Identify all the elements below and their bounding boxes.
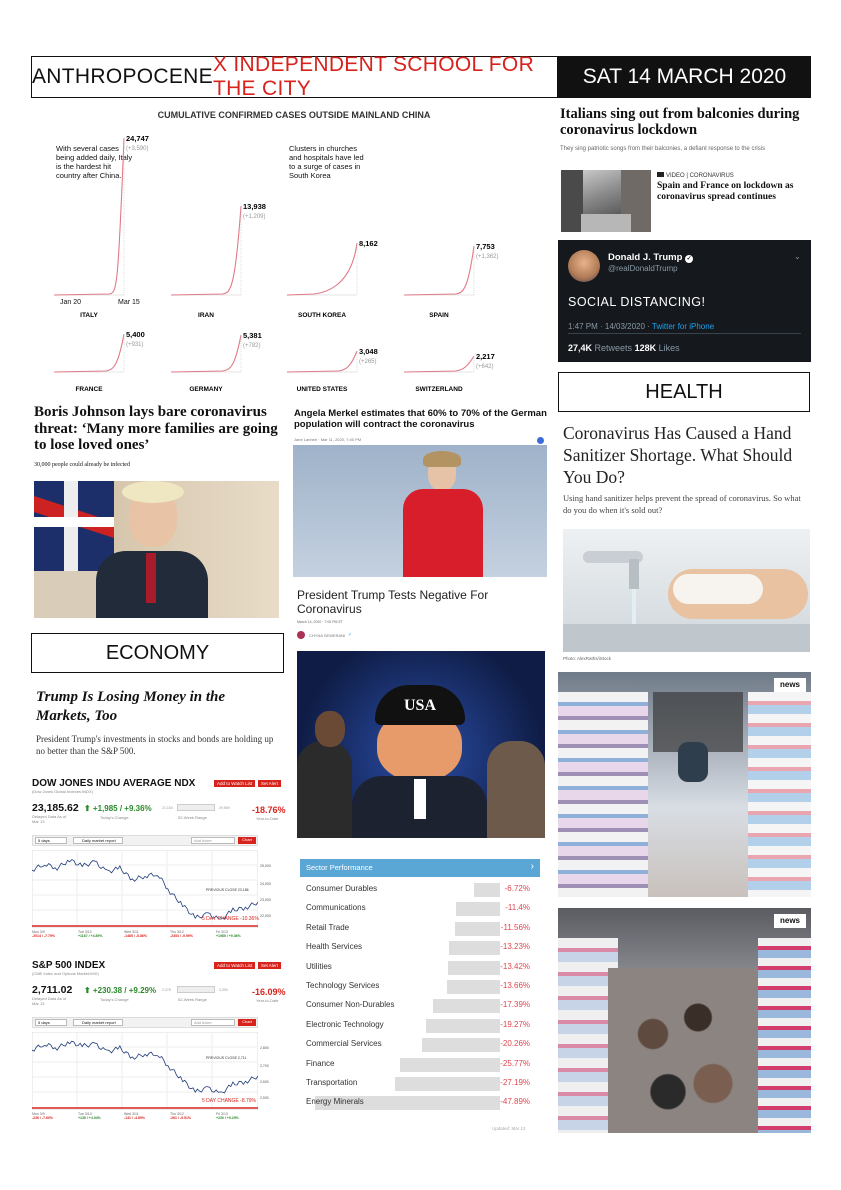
news-logo-2 — [774, 914, 806, 928]
sector-name: Retail Trade — [306, 922, 350, 932]
dow-ytick-4: 22,000 — [260, 914, 271, 918]
note-korea: Clusters in churches and hospitals have led to a surge of cases in South Korea — [289, 144, 364, 180]
trump-test-author[interactable]: CHYNA SEWERANI — [309, 633, 346, 638]
day-label: Mon 3/9 — [32, 1112, 45, 1116]
sector-row[interactable] — [300, 1093, 540, 1112]
like-count[interactable]: 128K — [634, 343, 657, 353]
dow-days — [32, 930, 258, 946]
dow-alert-button[interactable]: Set Alert — [258, 780, 281, 787]
retweet-count[interactable]: 27,4K — [568, 343, 593, 353]
mini-country-label: SPAIN — [429, 312, 449, 319]
day-change: +1985 / +9.36% — [216, 934, 241, 938]
day-change-cell — [124, 1112, 170, 1120]
markets-sub: President Trump's investments in stocks and bonds are holding up no better than the S&P 500. — [36, 734, 274, 756]
sanitizer-headline[interactable]: Coronavirus Has Caused a Hand Sanitizer Shortage. What Should You Do? — [563, 423, 793, 487]
dow-watch-button[interactable]: Add to Watch List — [214, 780, 255, 787]
sp-title: S&P 500 INDEX — [32, 960, 106, 971]
sector-row[interactable] — [300, 1035, 540, 1054]
chevron-down-icon[interactable]: ⌄ — [794, 252, 801, 261]
dow-title: DOW JONES INDU AVERAGE NDX — [32, 778, 196, 789]
sector-row[interactable] — [300, 1016, 540, 1035]
sector-row[interactable] — [300, 996, 540, 1015]
day-label: Mon 3/9 — [32, 930, 45, 934]
sector-bar — [433, 999, 500, 1013]
sector-name: Consumer Non-Durables — [306, 1000, 395, 1010]
news-logo-1 — [774, 678, 806, 692]
day-change-cell — [124, 930, 170, 938]
day-label: Tue 3/10 — [78, 1112, 92, 1116]
mini-last-value: 2,217 — [476, 352, 495, 361]
mini-series-line — [404, 246, 474, 295]
sp-range-lo: 2,478 — [162, 988, 171, 992]
mini-last-value: 5,400 — [126, 330, 145, 339]
sector-name: Finance — [306, 1058, 335, 1068]
sector-name: Commercial Services — [306, 1039, 382, 1049]
dow-five-day: 5 DAY CHANGE -10.36% — [202, 916, 259, 922]
section-health: HEALTH — [558, 372, 810, 412]
day-label: Wed 3/11 — [124, 930, 139, 934]
day-change: +230 / +9.29% — [216, 1116, 239, 1120]
dow-ytick-1: 25,000 — [260, 864, 271, 868]
dow-chart-button[interactable] — [238, 837, 256, 844]
sp-report-text: Daily market report — [82, 1020, 116, 1025]
mini-delta: (+1,209) — [243, 214, 266, 220]
sp-range-label: 52-Week Range — [178, 997, 207, 1002]
dow-ytick-2: 24,000 — [260, 882, 271, 886]
sector-row[interactable] — [300, 938, 540, 957]
sector-bar — [456, 902, 500, 916]
sp-ticker-text: Add ticker — [194, 1020, 212, 1025]
boris-headline[interactable]: Boris Johnson lays bare coronavirus threat: ‘Many more families are going to lose loved ones’ — [34, 404, 278, 453]
sector-pct: -20.26% — [500, 1039, 530, 1049]
dow-period-select[interactable] — [35, 837, 67, 844]
sector-row[interactable] — [300, 977, 540, 996]
cases-svg — [34, 108, 554, 398]
tweet-name-text: Donald J. Trump — [608, 252, 683, 263]
sp-value-note: Delayed Data As of Mar 13 — [32, 996, 67, 1006]
mini-series-line — [287, 351, 357, 372]
day-label: Fri 3/13 — [216, 1112, 228, 1116]
sector-bar — [474, 883, 500, 897]
video-icon — [657, 172, 664, 177]
sector-bar — [395, 1077, 500, 1091]
mini-last-value: 13,938 — [243, 202, 266, 211]
mini-series-line — [287, 243, 357, 295]
chevron-right-icon[interactable]: › — [530, 861, 534, 872]
day-change: -1465 / -5.86% — [124, 934, 147, 938]
sanitizer-sub: Using hand sanitizer helps prevent the spread of coronavirus. So what do you do when it's sold out? — [563, 493, 801, 515]
sector-pct: -11.56% — [500, 922, 530, 932]
tweet-time: 1:47 PM · 14/03/2020 · — [568, 322, 652, 331]
day-change-cell — [32, 1112, 78, 1120]
supermarket-photo-2[interactable] — [558, 908, 811, 1133]
tweet-text: SOCIAL DISTANCING! — [568, 295, 706, 309]
sector-row[interactable] — [300, 880, 540, 899]
markets-headline[interactable]: Trump Is Losing Money in the Markets, Too — [36, 689, 226, 724]
boris-sub: 30,000 people could already be infected — [34, 462, 130, 468]
mini-last-value: 3,048 — [359, 347, 378, 356]
sector-bar — [426, 1019, 500, 1033]
dow-report-checkbox[interactable] — [73, 837, 123, 844]
dow-range-bar — [177, 804, 215, 811]
dow-ticker-input[interactable] — [191, 837, 235, 844]
handwash-photo[interactable] — [563, 529, 810, 652]
tweet-meta — [568, 322, 714, 331]
mini-last-value: 8,162 — [359, 239, 378, 248]
sp-chart-text: Chart — [242, 1019, 252, 1024]
sector-pct: -13.23% — [500, 942, 530, 952]
merkel-photo[interactable] — [293, 445, 547, 577]
mini-series-line — [54, 138, 124, 295]
sector-name: Consumer Durables — [306, 884, 378, 893]
sector-header[interactable] — [300, 859, 540, 877]
italy-headline[interactable]: Italians sing out from balconies during coronavirus lockdown — [560, 106, 800, 138]
avatar[interactable] — [568, 250, 600, 282]
dow-range-lo: 21,154 — [162, 806, 173, 810]
sp-period-select[interactable] — [35, 1019, 67, 1026]
dow-toolbar — [32, 835, 258, 846]
day-change-cell — [170, 1112, 216, 1120]
tweet-stats — [568, 343, 680, 353]
sector-bar — [400, 1058, 500, 1072]
header-date: SAT 14 MARCH 2020 — [558, 56, 811, 98]
sector-bar — [455, 922, 500, 936]
supermarket-photo-1[interactable] — [558, 672, 811, 897]
day-change: -2353 / -9.99% — [170, 934, 193, 938]
mini-country-label: SOUTH KOREA — [297, 312, 347, 319]
sp-watch-button[interactable]: Add to Watch List — [214, 962, 255, 969]
sector-bar — [449, 941, 500, 955]
author-avatar[interactable] — [297, 631, 305, 639]
sector-row[interactable] — [300, 919, 540, 938]
sector-pct: -25.77% — [500, 1058, 530, 1068]
day-change: +135 / +4.94% — [78, 1116, 101, 1120]
retweet-label: Retweets — [592, 343, 635, 353]
mini-country-label: SWITZERLAND — [415, 386, 463, 393]
mini-last-value: 5,381 — [243, 331, 262, 340]
sector-name: Health Services — [306, 942, 363, 952]
x-start-label: Jan 20 — [60, 299, 82, 306]
dow-value-note: Delayed Data As of Mar 13 — [32, 814, 67, 824]
day-label: Thu 3/12 — [170, 1112, 184, 1116]
sector-name: Utilities — [306, 961, 332, 971]
sector-title: Sector Performance — [306, 863, 373, 872]
cap-text: USA — [403, 697, 436, 714]
day-change: +1167 / +4.89% — [78, 934, 103, 938]
dow-ticker-text: Add ticker — [194, 838, 212, 843]
sp-ytick-4: 2,500 — [260, 1096, 269, 1100]
dow-ytd-label: Year-to-Date — [256, 816, 279, 821]
mini-series-line — [404, 356, 474, 372]
mini-delta: (+642) — [476, 364, 494, 370]
sector-pct: -6.72% — [504, 884, 530, 893]
share-icon[interactable] — [537, 437, 544, 444]
tweet-card[interactable] — [558, 240, 811, 362]
day-change: -141 / -4.89% — [124, 1116, 146, 1120]
day-change-cell — [216, 930, 262, 938]
boris-photo[interactable] — [34, 481, 279, 618]
like-label: Likes — [656, 343, 680, 353]
sp-change-label: Today's Change — [100, 997, 129, 1002]
section-economy: ECONOMY — [31, 633, 284, 673]
sp-report-checkbox[interactable] — [73, 1019, 123, 1026]
video-tag — [657, 172, 734, 179]
tweet-divider — [568, 333, 801, 334]
trump-test-date: March 14, 2020 · 7:00 PM ET — [297, 620, 343, 624]
day-label: Fri 3/13 — [216, 930, 228, 934]
tweet-handle[interactable]: @realDonaldTrump — [608, 264, 678, 273]
cases-chart-title: CUMULATIVE CONFIRMED CASES OUTSIDE MAINLAND CHINA — [157, 110, 431, 120]
sp-period-text: 5 days — [38, 1020, 50, 1025]
sector-name: Electronic Technology — [306, 1019, 384, 1029]
day-change-cell — [32, 930, 78, 938]
sp-ytd-label: Year-to-Date — [256, 998, 279, 1003]
mini-series-line — [171, 206, 241, 295]
dow-chart-text: Chart — [242, 837, 252, 842]
trump-test-headline[interactable]: President Trump Tests Negative For Coronavirus — [297, 588, 489, 616]
sector-name: Communications — [306, 903, 366, 913]
sp-value: 2,711.02 — [32, 984, 73, 996]
mini-country-label: FRANCE — [75, 386, 103, 393]
tweet-name[interactable] — [608, 252, 693, 263]
sp-chart-button[interactable] — [238, 1019, 256, 1026]
dow-sub: (Dow Jones Global Indexes:INDX) — [32, 789, 93, 794]
sector-pct: -17.39% — [500, 1000, 530, 1010]
sector-name: Transportation — [306, 1078, 358, 1087]
day-change-cell — [170, 930, 216, 938]
day-change-cell — [78, 1112, 124, 1120]
sector-bar — [422, 1038, 500, 1052]
day-label: Thu 3/12 — [170, 930, 184, 934]
cases-chart — [34, 108, 554, 398]
sector-row[interactable] — [300, 899, 540, 918]
sp-days — [32, 1112, 258, 1128]
sp-panel — [32, 960, 285, 1128]
dow-range-hi: 29,569 — [219, 806, 230, 810]
sp-alert-button[interactable]: Set Alert — [258, 962, 281, 969]
usa-cap — [375, 685, 465, 725]
mini-country-label: IRAN — [198, 312, 214, 319]
note-italy: With several cases being added daily, Italy is the hardest hit country after China. — [56, 144, 133, 180]
sp-five-day: 5 DAY CHANGE -8.79% — [202, 1098, 257, 1104]
sector-row[interactable] — [300, 1055, 540, 1074]
sp-ytd: -16.09% — [252, 987, 286, 997]
dow-change-label: Today's Change — [100, 815, 129, 820]
sp-toolbar — [32, 1017, 258, 1028]
day-change-cell — [78, 930, 124, 938]
video-tag-text: VIDEO | CORONAVIRUS — [666, 173, 734, 179]
header-title-b: X INDEPENDENT SCHOOL FOR THE CITY — [212, 53, 535, 100]
mini-last-value: 24,747 — [126, 134, 149, 143]
italy-sub: They sing patriotic songs from their balconies, a defiant response to the crisis — [560, 146, 766, 152]
dow-range-label: 52-Week Range — [178, 815, 207, 820]
sector-pct: -27.19% — [500, 1078, 530, 1087]
day-change: -226 / -7.60% — [32, 1116, 54, 1120]
mini-country-label: GERMANY — [189, 386, 223, 393]
dow-ytd: -18.76% — [252, 805, 286, 815]
sp-change: ⬆ +230.38 / +9.29% — [84, 986, 157, 995]
day-change-cell — [216, 1112, 262, 1120]
mini-country-label: ITALY — [80, 312, 98, 319]
video-headline[interactable]: Spain and France on lockdown as coronavirus spread continues — [657, 181, 794, 202]
merkel-byline: Jane Lanhee · Mar 11, 2020, 7:40 PM — [294, 437, 362, 442]
mini-series-line — [171, 335, 241, 372]
sp-ytick-3: 2,600 — [260, 1080, 269, 1084]
dow-change: ⬆ +1,985 / +9.36% — [84, 804, 152, 813]
sp-prev-close: PREVIOUS CLOSE 2,711 — [206, 1056, 247, 1060]
sector-name: Energy Minerals — [306, 1097, 364, 1107]
dow-prev-close: PREVIOUS CLOSE 23,186 — [206, 888, 249, 892]
sector-pct: -47.89% — [500, 1097, 530, 1107]
sp-ticker-input[interactable] — [191, 1019, 235, 1026]
verified-icon: ✓ — [686, 256, 692, 262]
photo-credit: Photo: AlexRaths/iStock — [563, 656, 612, 661]
mini-delta: (+782) — [243, 343, 261, 349]
mini-delta: (+3,590) — [126, 146, 149, 152]
header-title-box — [31, 53, 558, 100]
day-change: -261 / -9.51% — [170, 1116, 192, 1120]
dow-panel — [32, 778, 285, 946]
header-title-a: ANTHROPOCENE — [32, 65, 213, 88]
mini-delta: (+1,362) — [476, 254, 499, 260]
sector-pct: -13.66% — [500, 981, 530, 990]
mini-delta: (+931) — [126, 342, 144, 348]
sector-row[interactable] — [300, 958, 540, 977]
day-change: -2014 / -7.79% — [32, 934, 55, 938]
mini-series-line — [54, 334, 124, 372]
news-logo-text-2: news — [779, 916, 800, 925]
trump-photo[interactable] — [297, 651, 545, 838]
dow-value: 23,185.62 — [32, 802, 79, 814]
sector-bar — [447, 980, 500, 994]
mini-delta: (+265) — [359, 359, 377, 365]
sector-pct: -19.27% — [500, 1019, 530, 1029]
sp-range-hi: 3,394 — [219, 988, 228, 992]
sp-sub: (CME Index and Options Market:IMX) — [32, 971, 99, 976]
merkel-headline[interactable]: Angela Merkel estimates that 60% to 70% of the German population will contract the coronavirus — [294, 408, 547, 430]
sector-updated: Updated: Mar 13 — [492, 1126, 526, 1131]
dow-period-text: 5 days — [38, 838, 50, 843]
mini-last-value: 7,753 — [476, 242, 495, 251]
sp-range-bar — [177, 986, 215, 993]
sector-bar — [448, 961, 500, 975]
day-label: Tue 3/10 — [78, 930, 92, 934]
sector-pct: -13.42% — [500, 961, 530, 971]
sp-ytick-2: 2,700 — [260, 1064, 269, 1068]
news-logo-text-1: news — [779, 680, 800, 689]
x-end-label: Mar 15 — [118, 299, 140, 306]
twitter-icon[interactable]: ✓ — [348, 632, 353, 638]
mini-country-label: UNITED STATES — [296, 386, 348, 393]
sector-pct: -11.4% — [505, 903, 530, 913]
sp-ytick-1: 2,800 — [260, 1046, 269, 1050]
dow-ytick-3: 23,000 — [260, 898, 271, 902]
tweet-source[interactable]: Twitter for iPhone — [651, 322, 715, 331]
sector-name: Technology Services — [306, 981, 380, 990]
dow-report-text: Daily market report — [82, 838, 116, 843]
day-label: Wed 3/11 — [124, 1112, 139, 1116]
sector-row[interactable] — [300, 1074, 540, 1093]
street-photo[interactable] — [561, 170, 651, 232]
